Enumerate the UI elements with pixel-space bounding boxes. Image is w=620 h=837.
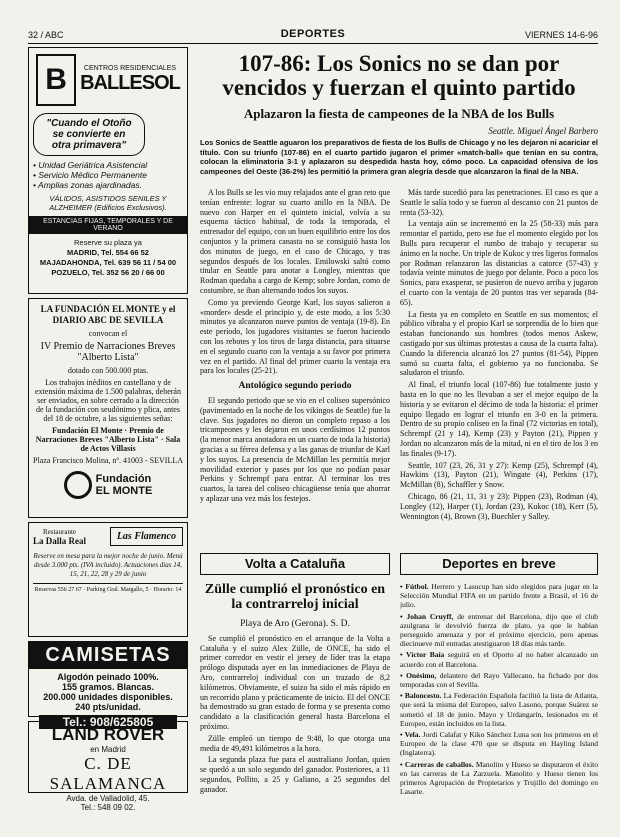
restaurant-label: Restaurante <box>42 527 77 536</box>
cycling-section-title: Volta a Cataluña <box>200 553 390 575</box>
landrover-ad <box>28 721 188 812</box>
restaurant-band: Las Flamenco <box>110 527 183 546</box>
ballesol-monogram: B <box>36 54 76 106</box>
article-paragraph: Al final, el triunfo local (107-86) fue totalmente justo y hasta en lo que no les llevaban a ser el mejor equipo de la historia y se evitaron el décimo de toda la historia: el primer equipo llegado en lograr el triunfo en 3-0 en la primera. Dentro de su propio coliseo en la final (72 victorias en total), Schrempf (21 y 14), Kemp (23) y Payton (21), Pippen y Jordan no alcanzaron más de la mitad, ni en el tiro de los 3 en las finales (9-17). <box>400 380 598 458</box>
section-title: DEPORTES <box>280 28 346 40</box>
fundacion-premio: IV Premio de Narraciones Breves "Alberto Lista" <box>40 341 176 363</box>
brief-text: Herrero y Lasucup han sido elegidos para jugar en la Selección Mundial FIFA en un partido frente a Brasil, el 16 de julio. <box>400 582 599 610</box>
issue-date: VIERNES 14-6-96 <box>524 30 598 40</box>
fundacion-logo <box>33 471 183 499</box>
ballesol-tel: MAJADAHONDA, Tel. 639 56 11 / 54 00 <box>39 258 177 267</box>
restaurant-name: La Dalla Real <box>33 535 86 546</box>
fundacion-convocan: convocan el <box>88 329 128 338</box>
brief-lead: • Fútbol. <box>400 582 429 591</box>
restaurant-text: Reserve en mesa para la mejor noche de junio. Menú desde 3.000 pts. (IVA incluido). Actuaciones días 14, 15, 21, 22, 28 y 29 de junio <box>33 552 183 578</box>
ad-column <box>28 47 188 812</box>
brief-item <box>400 612 598 649</box>
restaurant-ad <box>28 522 188 637</box>
ballesol-brand: BALLESOL <box>80 71 180 94</box>
fundacion-rules: Los trabajos inéditos en castellano y de extensión máxima de 1.500 palabras, deberán ser enviados, en sobre cerrado a la dirección de la fundación con seudónimo y plica, antes del 18 de octubre, a las siguientes señas: <box>35 378 181 423</box>
feature-item: • Amplias zonas ajardinadas. <box>33 180 142 190</box>
ballesol-reserve: Reserve su plaza ya <box>74 238 142 247</box>
feature-item: • Servicio Médico Permanente <box>33 170 147 180</box>
camisetas-line: 155 gramos. Blancas. <box>61 682 155 692</box>
ballesol-logo <box>33 52 183 107</box>
page-header <box>28 28 598 42</box>
brief-lead: • Vela. <box>400 730 421 740</box>
article-byline: Seattle. Miguel Ángel Barbero <box>488 126 598 136</box>
brief-text: Manolito y Hueso se disputaron el éxito en las carreras de La Zarzuela. Manolito y Hueso tienen los primeros Agrupación de Propietarios y Trujillo del domingo en Lasarte. <box>400 759 599 797</box>
article-paragraph: Como ya previendo George Karl, los suyos salieron a «morder» desde el principio y, de este modo, a los 5:30 minutos ya alcanzaron nueve puntos de ventaja (19-8). En este período, los jugadores visitantes se fueron haciendo con los rebotes y los tiros de larga distancia, para situarse en el segundo cuarto con la ventaja a su favor por primera vez en el partido. Al final del primer cuarto la ventaja era para los locales (25-21). <box>200 297 390 376</box>
fundacion-address: Fundación El Monte · Premio de Narraciones Breves "Alberto Lista" · Sala de Actos Villasís <box>35 426 181 453</box>
brief-lead: • Baloncesto. <box>400 691 442 701</box>
article-column-1 <box>200 188 390 506</box>
article-paragraph: Más tarde sucedió para las penetraciones. El caso es que a Seattle le salía todo y se fueron al descanso con 21 puntos de renta (53-32). <box>400 188 598 217</box>
ballesol-tel: POZUELO, Tel. 352 56 20 / 66 00 <box>51 268 165 277</box>
article-subsection-title: Antológico segundo periodo <box>238 381 352 392</box>
fundacion-ad <box>28 298 188 518</box>
article-paragraph: Seattle, 107 (23, 26, 31 y 27): Kemp (25), Schrempf (4), Hawkins (13), Payton (21), Wingate (4), Perkins (17), McMillan (8), Schaffler y Snow. <box>400 460 598 490</box>
landrover-dealer: C. DE SALAMANCA <box>49 754 167 793</box>
article-paragraph: Chicago, 86 (21, 11, 31 y 23): Pippen (23), Rodman (4), Longley (12), Harper (1), Jordan (23), Kukoc (18), Kerr (5), Wennington (4), Brown (3), Buechler y Salley. <box>400 491 598 521</box>
ballesol-brand-top: CENTROS RESIDENCIALES <box>83 64 177 72</box>
cycling-paragraph: La segunda plaza fue para el australiano Jordan, quien se quedó a un solo segundo del ganador. Posteriores, a 11 segundos, Pollito, a 25 y Galiano, a 25 segundos del ganador. <box>200 755 390 794</box>
ballesol-valid: VÁLIDOS, ASISTIDOS SENILES Y ALZHEIMER (Edificios Exclusivos). <box>49 194 167 212</box>
brief-item <box>400 730 598 758</box>
header-rule <box>28 43 598 44</box>
brief-text: Jordi Calafat y Kiko Sánchez Luna son los primeros en el Europeo de la clase 470 que se disputa en Hayling Island (Inglaterra). <box>400 730 598 758</box>
article-paragraph: La fiesta ya en completo en Seattle en sus momentos; el público vibraba y el propio Karl se sorprendía de lo bien que estaban funcionando sus hombres (todos menos Askew, castigado por sus últimas protestas a causa de la cuarta falta). Cuando la diferencia alcanzó los 27 puntos (81-54), Pippen sumó su cuarta falta, el gobierno ya no funcionaba. Se saludaron el triunfo. <box>400 309 598 378</box>
brief-item <box>400 760 598 797</box>
briefs-section-title: Deportes en breve <box>400 553 598 575</box>
fundacion-dotado: dotado con 500.000 ptas. <box>67 366 149 375</box>
cycling-paragraph: Se cumplió el pronóstico en el arranque de la Volta a Cataluña y el suizo Alex Zülle, de ONCE, ha sido el primer corredor en vestir el jersey de líder tras la etapa prólogo disputada ayer en las inmediaciones de Playa de Aro, contrarreloj individual con un trazado de 8,2 kilómetros. Obviamente, el suizo ha sido el más rápido en un recorrido plano y prácticamente de inicio. El del ONCE ha demostrado su gran estado de forma y se presenta como candidato a la clasificación general hasta Barcelona el próximo. <box>200 633 390 731</box>
landrover-address: Avda. de Valladolid, 45. <box>66 794 150 803</box>
landrover-head: LAND ROVER <box>51 725 165 744</box>
camisetas-line: 240 pts/unidad. <box>75 702 141 712</box>
brief-item <box>400 691 598 728</box>
brief-item <box>400 650 598 668</box>
ballesol-ad <box>28 47 188 294</box>
camisetas-head: CAMISETAS <box>29 642 187 669</box>
cycling-paragraph: Zülle empleó un tiempo de 9:48, lo que otorga una media de 49,491 kilómetros a la hora. <box>200 733 390 753</box>
brief-lead: • Carreras de caballos. <box>400 759 474 769</box>
article-subhead: Aplazaron la fiesta de campeones de la NBA de los Bulls <box>243 106 555 121</box>
brief-lead: • Víctor Baía <box>400 650 445 660</box>
camisetas-line: 200.000 unidades disponibles. <box>43 692 173 702</box>
feature-item: • Unidad Geriátrica Asistencial <box>33 160 148 170</box>
ballesol-tel: MADRID, Tel. 554 66 52 <box>67 248 149 257</box>
brief-item <box>400 671 598 689</box>
cycling-column <box>200 620 390 797</box>
fundacion-logo-line: Fundación <box>95 473 152 485</box>
ballesol-quote: "Cuando el Otoño se convierte en otra primavera" <box>33 113 145 156</box>
camisetas-tel: Tel.: 908/625805 <box>39 715 177 729</box>
ballesol-features <box>33 160 183 190</box>
brief-text: delantero del Rayo Vallecano, ha fichado por dos temporadas con el Sevilla. <box>400 670 599 690</box>
article-paragraph: La ventaja aún se incrementó en la 25 (58-33) más para remontar el partido, pero ese fue el momento elegido por los Bulls para recuperar el rumbo de trabajo y recuperar su ánimo en la noche. Un triple de Kukoc y tres ligeros formalos por Rodman relanzaron las distancias a catorce (57-43) y todavía veinte minutos de juego por delante. Poco a poco los Sonics, para exasperar, se pusieron de nuevo arriba y jugaron el cuarto con la ventaja de 20 puntos tras ver separada (84-65). <box>400 219 598 307</box>
fundacion-logo-line: EL MONTE <box>95 485 153 497</box>
article-lead: Los Sonics de Seattle aguaron los preparativos de fiesta de los Bulls de Chicago y no les dejaron ni acariciar el título. Con su triunfo (107-86) en el cuarto partido jugaron el primer «match-ball» que tenían en su contra, colocan la eliminatoria 3-1 y aplazaron su despedida hasta hoy, cómo poco. La capacidad ofensiva de los campeones del Oeste (36-2%) les permitió la primera gran alegría desde que alcanzaron la final de la NBA. <box>200 138 598 176</box>
brief-text: seguirá en el Oporto al no haber alcanzado un acuerdo con el Barcelona. <box>400 650 598 669</box>
cycling-dateline: Playa de Aro (Gerona). S. D. <box>240 619 350 629</box>
briefs-column <box>400 582 598 798</box>
brief-lead: • Johan Cruyff, <box>400 611 454 621</box>
brief-text: La Federación Española facilitó la lista de Atlanta, que será la misma del Europeo, salvo Lasono, porque Suárez se sometió el 18 de junio. Mayo y Urdangarín, lesionados en el Europeo, están incluidos en la lista. <box>400 691 598 728</box>
brief-item <box>400 582 598 610</box>
article-paragraph: A los Bulls se les vio muy relajados ante el gran reto que tenían enfrente: lograr su cuarto anillo en la NBA. De nuevo con Harper en el quinteto inicial, volvía a su esquema táctico habitual, de toda la temporada, el entrenador del equipo, con un buen equilibrio entre los dos conjuntos y la primera canasta no se consiguió hasta los dos minutos de juego, en el caso de Chicago, y tras segundos después de los locales. Emilowski saltó como titular en Seattle para anotar a Longley, mientras que Rodman quedaba a cargo de Kemp; sobre Jordan, como de costumbre, se iban alternando todos los suyos. <box>200 188 390 295</box>
brief-text: de entrenar del Barcelona, dijo que el club azulgrana le devolvió fuerza de plato, ya que le habían perseguido amenaza y por el próximo ejercicio, pero apenas diecinueve mil entradas atestiguaron 18 días más tarde. <box>400 611 598 649</box>
article-paragraph: El segundo periodo que se vio en el coliseo supersónico (pavimentado en la noche de los vikingos de Seattle) fue la clave. Sus jugadores no dieron un completo repaso a los tricampeones y les dejaron en unos cerdísimos 12 puntos (la menor marca anotadora en un cuarto de toda la historia) gracias a su férrea defensa y a las ganas de triunfar de Karl y los suyos. La presencia de McMillan les permitía mejor movilidad exterior y pases por los que no podían pasar Perkins y Schrempf para entrar. Al terminar los tres cuartos, la tarea del coliseo chicagüense tenía que ahorrar y aplazar una vez más los festejos. <box>200 395 390 503</box>
camisetas-ad <box>28 641 188 729</box>
ballesol-stripe: ESTANCIAS FIJAS, TEMPORALES Y DE VERANO <box>29 216 187 234</box>
article-headline: 107-86: Los Sonics no se dan por vencidos y fuerzan el quinto partido <box>222 51 576 100</box>
fundacion-title: LA FUNDACIÓN EL MONTE y el DIARIO ABC DE SEVILLA <box>40 304 176 325</box>
landrover-en: en Madrid <box>90 745 126 754</box>
fundacion-street: Plaza Francisco Molina, nº. 41003 - SEVILLA <box>33 456 184 465</box>
page-number: 32 / ABC <box>28 30 64 40</box>
camisetas-line: Algodón peinado 100%. <box>57 672 159 682</box>
landrover-tel: Tel.: 548 09 02. <box>80 803 136 812</box>
cycling-headline: Zülle cumplió el pronóstico en la contrarreloj inicial <box>204 582 386 612</box>
brief-lead: • Onésimo, <box>400 670 437 680</box>
article-column-2 <box>400 188 598 523</box>
fundacion-emblem-icon <box>64 471 92 499</box>
restaurant-phone: Reservas 556 27 67 · Parking Gral. Margallo, 5 · Horario: 14 <box>33 583 183 595</box>
